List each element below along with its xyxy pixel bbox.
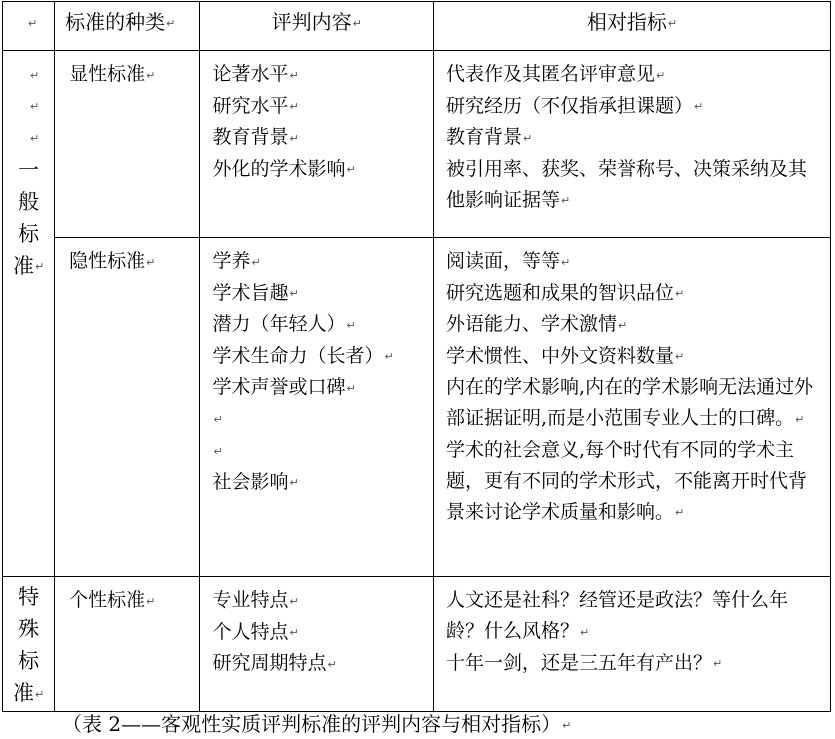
table-header-row [3,2,831,51]
empty-paragraph-marks: ↵ ↵ ↵ [30,68,40,145]
table-row-explicit [3,51,831,238]
special-standard-label-cell [3,577,55,712]
personal-type-cell: 个性标准↵ [55,577,200,712]
table-row-implicit [3,238,831,577]
personal-content-cell: 专业特点↵ 个人特点↵ 研究周期特点↵ [200,577,434,712]
table-caption: （表 2——客观性实质评判标准的评判内容与相对指标）↵ [62,712,572,736]
criteria-table [2,1,831,712]
personal-indicator-cell: 人文还是社科？经管还是政法？等什么年龄？什么风格？↵ 十年一剑，还是三五年有产出？↵ [434,577,831,712]
general-standard-label-cell [3,51,55,577]
table-row-personal [3,577,831,712]
implicit-type-cell: 隐性标准↵ [55,238,200,577]
special-standard-label: 特 殊 标 准↵ [12,585,45,705]
explicit-type-cell: 显性标准↵ [55,51,200,238]
header-cell-type: 标准的种类↵ [55,2,200,51]
implicit-indicator-cell: 阅读面，等等↵ 研究选题和成果的智识品位↵ 外语能力、学术激情↵ 学术惯性、中外文资料数量↵ 内在的学术影响,内在的学术影响无法通过外部证据证明,而是小范围专业人士的口碑。↵ 学术的社会意义,每个时代有不同的学术主题，更有不同的学术形式，不能离开时代背景来讨论学术质量和影响。↵ [434,238,831,577]
header-cell-blank: ↵ [3,2,55,51]
explicit-content-cell: 论著水平↵ 研究水平↵ 教育背景↵ 外化的学术影响↵ [200,51,434,238]
header-cell-content: 评判内容↵ [200,2,434,51]
explicit-indicator-cell: 代表作及其匿名评审意见↵ 研究经历（不仅指承担课题）↵ 教育背景↵ 被引用率、获奖、荣誉称号、决策采纳及其他影响证据等↵ [434,51,831,238]
implicit-content-cell: 学养↵ 学术旨趣↵ 潜力（年轻人）↵ 学术生命力（长者）↵ 学术声誉或口碑↵ ↵ ↵ 社会影响↵ [200,238,434,577]
general-standard-label: 一 般 标 准↵ [12,157,45,278]
header-cell-indicator: 相对指标↵ [434,2,831,51]
